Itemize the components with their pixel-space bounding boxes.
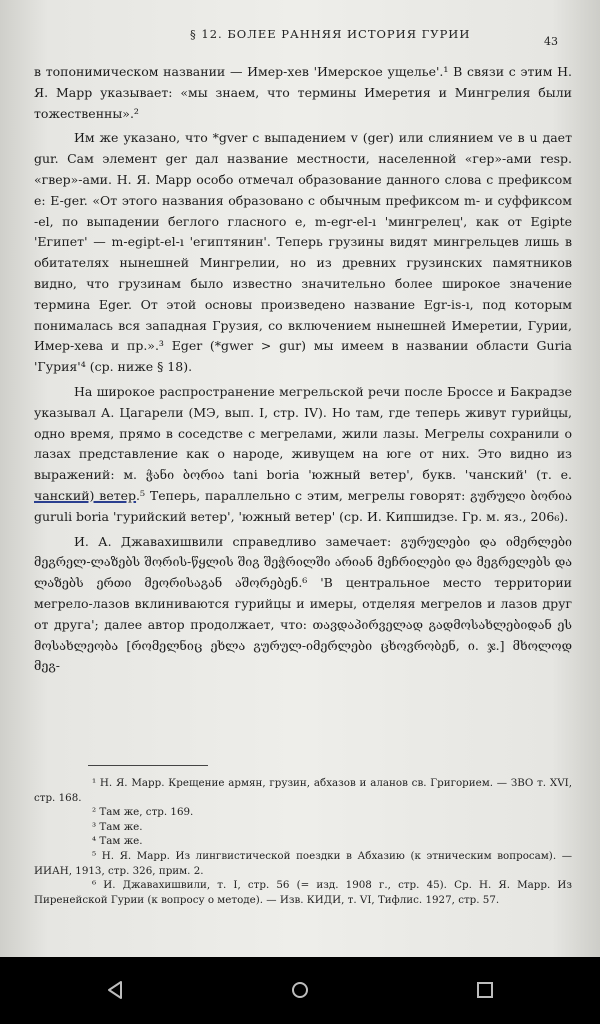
recents-icon xyxy=(474,979,496,1001)
body-text xyxy=(34,62,572,677)
home-icon xyxy=(289,979,311,1001)
paragraph-2: Им же указано, что *gver с выпадением v (ger) или слиянием ve в u дает gur. Сам элемент ger дал название местности, населенной «гер»-ами resp. «гвер»-ами. Н. Я. Марр особо отмечал образование данного слова с префиксом е: E-ger. «От этого названия образовано с обычным префиксом m- и суффиксом -el, по выпадении беглого гласного е, m-egr-el-ı 'мингрелец', как от Egipte 'Египет' — m-egipt-el-ı 'египтянин'. Теперь грузины видят мингрельцев лишь в обитателях нынешней Мингрелии, но из древних грузинских памятников видно, что грузинам было известно значительно более широкое значение термина Eger. От этой основы произведено название Egr-is-ı, под которым понималась вся западная Грузия, со включением нынешней Имеретии, Гурии, Имер-хева и пр.».³ Eger (*gwer > gur) мы имеем в названии области Guria 'Гурия'⁴ (ср. ниже § 18). xyxy=(34,130,572,375)
back-icon xyxy=(104,979,126,1001)
footnote-6: ⁶ И. Джавахишвили, т. I, стр. 56 (= изд. 1908 г., стр. 45). Ср. Н. Я. Марр. Из Пиренейской Гурии (к вопросу о методе). — Изв. КИДИ, т. VI, Тифлис. 1927, стр. 57. xyxy=(34,879,572,906)
paragraph-3: На широкое распространение мегрельской речи после Броссе и Бакрадзе указывал А. Цагарели (МЭ, вып. I, стр. IV). Но там, где теперь живут гурийцы, одно время, прямо в соседстве с мегрелами, жили лазы. Мегрелы сохранили о лазах представление как о народе, живущем на юге от них. Это видно из выражений: м. ჭანი ბორია tani boria 'южный ветер', букв. 'чанский' (т. е. чанский) ветер.⁵ Теперь, параллельно с этим, мегрелы говорят: გურული ბორია guruli boria 'гурийский ветер', 'южный ветер' (ср. И. Кипшидзе. Гр. м. яз., 206₆). xyxy=(34,383,572,524)
page-number: 43 xyxy=(544,35,558,48)
footnote-divider xyxy=(88,765,208,766)
recents-button[interactable] xyxy=(465,975,505,1005)
footnotes xyxy=(34,776,572,907)
paragraph-4: И. А. Джавахишвили справедливо замечает: გურულები და იმერლები მეგრელ-ლაზებს შორის-წყლის შიგ შეჭრილში არიან მეჩრილები და მეგრელებს და ლაზებს ერთი მეორისაგან აშორებენ.⁶ 'В центральное место территории мегрело-лазов вклиниваются гурийцы и имеры, отделяя мегрелов и лазов друг от друга'; далее автор продолжает, что: თავდაპირველად გადმოსახლებიდან ეს მოსახლეობა [რომელნიც ეხლა გურულ-იმერლები ცხოვრობენ, ი. ჯ.] მხოლოდ მეგ- xyxy=(34,533,572,674)
paragraph-1: в топонимическом названии — Имер-хев 'Имерское ущелье'.¹ В связи с этим Н. Я. Марр указывает: «мы знаем, что термины Имеретия и Мингрелия были тожественны».² xyxy=(34,64,572,121)
footnote-2: ² Там же, стр. 169. xyxy=(92,806,194,819)
footnote-3: ³ Там же. xyxy=(92,820,143,833)
home-button[interactable] xyxy=(280,975,320,1005)
footnote-1: ¹ Н. Я. Марр. Крещение армян, грузин, абхазов и аланов св. Григорием. — ЗВО т. XVI, стр. 168. xyxy=(34,777,572,804)
page-header xyxy=(0,27,600,47)
footnote-4: ⁴ Там же. xyxy=(92,835,143,848)
navigation-bar xyxy=(0,957,600,1024)
pen-underline: чанский) ветер xyxy=(34,487,137,503)
back-button[interactable] xyxy=(95,975,135,1005)
running-title: § 12. БОЛЕЕ РАННЯЯ ИСТОРИЯ ГУРИИ xyxy=(190,27,471,41)
footnote-5: ⁵ Н. Я. Марр. Из лингвистической поездки в Абхазию (к этническим вопросам). — ИИАН, 1913, стр. 326, прим. 2. xyxy=(34,849,572,877)
